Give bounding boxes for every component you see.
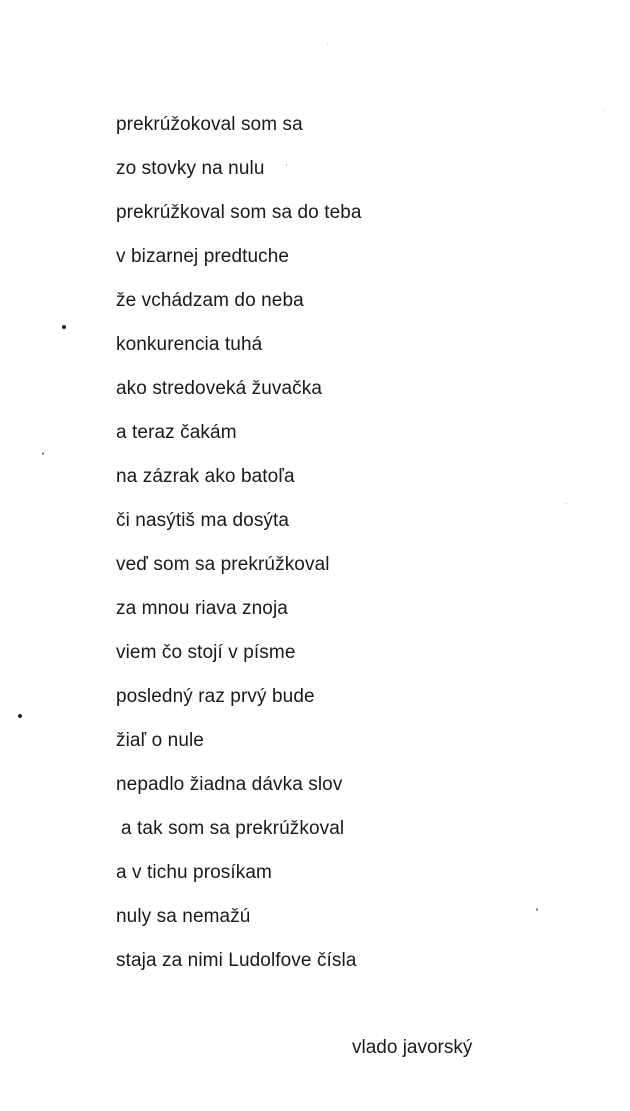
poem-line: na zázrak ako batoľa	[116, 466, 295, 487]
poem-line: žiaľ o nule	[116, 730, 204, 751]
poem-line: že vchádzam do neba	[116, 290, 304, 311]
poem-line: prekrúžokoval som sa	[116, 114, 303, 135]
poem-line: ako stredoveká žuvačka	[116, 378, 323, 399]
poem-line: a v tichu prosíkam	[116, 862, 272, 883]
poem	[116, 110, 362, 990]
poem-line: nuly sa nemažú	[116, 906, 251, 927]
author-signature: vlado javorský	[352, 1037, 473, 1058]
poem-line: posledný raz prvý bude	[116, 686, 315, 707]
poem-line: prekrúžkoval som sa do teba	[116, 202, 362, 223]
poem-line: a tak som sa prekrúžkoval	[121, 818, 345, 839]
poem-line: konkurencia tuhá	[116, 334, 263, 355]
scan-speck	[327, 44, 328, 45]
poem-line: v bizarnej predtuche	[116, 246, 290, 267]
scan-speck	[18, 714, 22, 718]
scan-speck	[42, 452, 44, 455]
scan-speck	[604, 110, 605, 111]
poem-line: zo stovky na nulu	[116, 158, 265, 179]
poem-line: nepadlo žiadna dávka slov	[116, 774, 343, 795]
poem-line: za mnou riava znoja	[116, 598, 288, 619]
scan-speck	[566, 503, 567, 504]
scan-speck	[536, 908, 538, 911]
poem-line: či nasýtiš ma dosýta	[116, 510, 290, 531]
poem-line: viem čo stojí v písme	[116, 642, 296, 663]
poem-line: veď som sa prekrúžkoval	[116, 554, 330, 575]
scan-speck	[286, 164, 287, 166]
scan-speck	[62, 325, 66, 329]
poem-line: staja za nimi Ludolfove čísla	[116, 950, 357, 971]
poem-line: a teraz čakám	[116, 422, 237, 443]
